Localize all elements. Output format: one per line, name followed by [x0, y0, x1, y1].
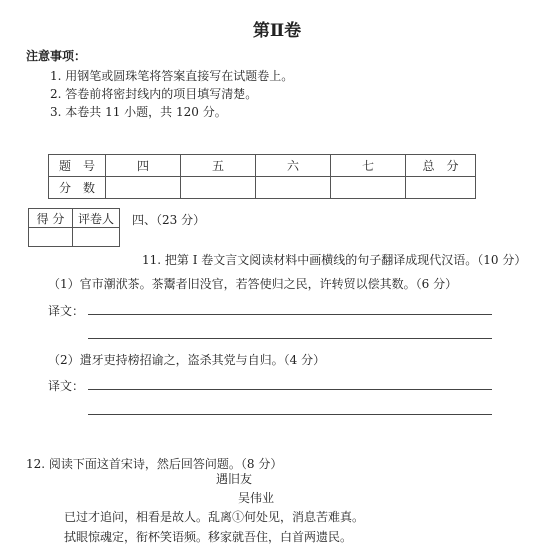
poem-title: 遇旧友 — [216, 472, 253, 486]
score-cell[interactable] — [106, 177, 181, 199]
answer-line[interactable] — [88, 338, 492, 339]
question-11-part-2: （2）遣牙吏持榜招谕之，盗杀其党与自归。（4 分） — [48, 353, 326, 367]
poem-line: 已过才追问，相看是故人。乱离①何处见，消息苦难真。 — [64, 510, 365, 524]
score-cell[interactable] — [406, 177, 476, 199]
score-cell[interactable] — [331, 177, 406, 199]
grader-table — [28, 208, 120, 247]
answer-line[interactable] — [88, 314, 492, 315]
grader-name-cell[interactable] — [73, 228, 120, 247]
score-table-header-cell: 七 — [331, 155, 406, 177]
score-table-header-cell: 题 号 — [49, 155, 106, 177]
grader-score-label: 得 分 — [29, 209, 73, 228]
score-cell[interactable] — [181, 177, 256, 199]
score-table-header-cell: 四 — [106, 155, 181, 177]
score-table-header-row — [49, 155, 476, 177]
notice-item: 2. 答卷前将密封线内的项目填写清楚。 — [50, 87, 258, 101]
notice-heading: 注意事项： — [26, 49, 87, 63]
page-title: 第Ⅱ卷 — [252, 21, 302, 41]
question-12-prompt: 12. 阅读下面这首宋诗，然后回答问题。（8 分） — [26, 457, 283, 471]
score-table-row-label: 分 数 — [49, 177, 106, 199]
answer-line[interactable] — [88, 389, 492, 390]
poem-author: 吴伟业 — [238, 491, 275, 505]
score-table-header-cell: 总 分 — [406, 155, 476, 177]
answer-label: 译文： — [48, 304, 85, 318]
question-11-prompt: 11. 把第 I 卷文言文阅读材料中画横线的句子翻译成现代汉语。（10 分） — [142, 253, 527, 267]
grader-score-cell[interactable] — [29, 228, 73, 247]
answer-label: 译文： — [48, 379, 85, 393]
section-heading: 四、（23 分） — [132, 213, 206, 227]
notice-item: 3. 本卷共 11 小题，共 120 分。 — [50, 105, 227, 119]
grader-label: 评卷人 — [73, 209, 120, 228]
answer-line[interactable] — [88, 414, 492, 415]
score-table-header-cell: 五 — [181, 155, 256, 177]
question-11-part-1: （1）官市潮洑茶。茶鬻者旧没官，若答使归之民，许转贸以偿其数。（6 分） — [48, 277, 458, 291]
score-table-score-row — [49, 177, 476, 199]
poem-line: 拭眼惊魂定，衔杯笑语频。移家就吾住，白首两遗民。 — [64, 530, 353, 544]
score-cell[interactable] — [256, 177, 331, 199]
notice-item: 1. 用钢笔或圆珠笔将答案直接写在试题卷上。 — [50, 69, 294, 83]
score-table — [48, 154, 476, 199]
score-table-header-cell: 六 — [256, 155, 331, 177]
